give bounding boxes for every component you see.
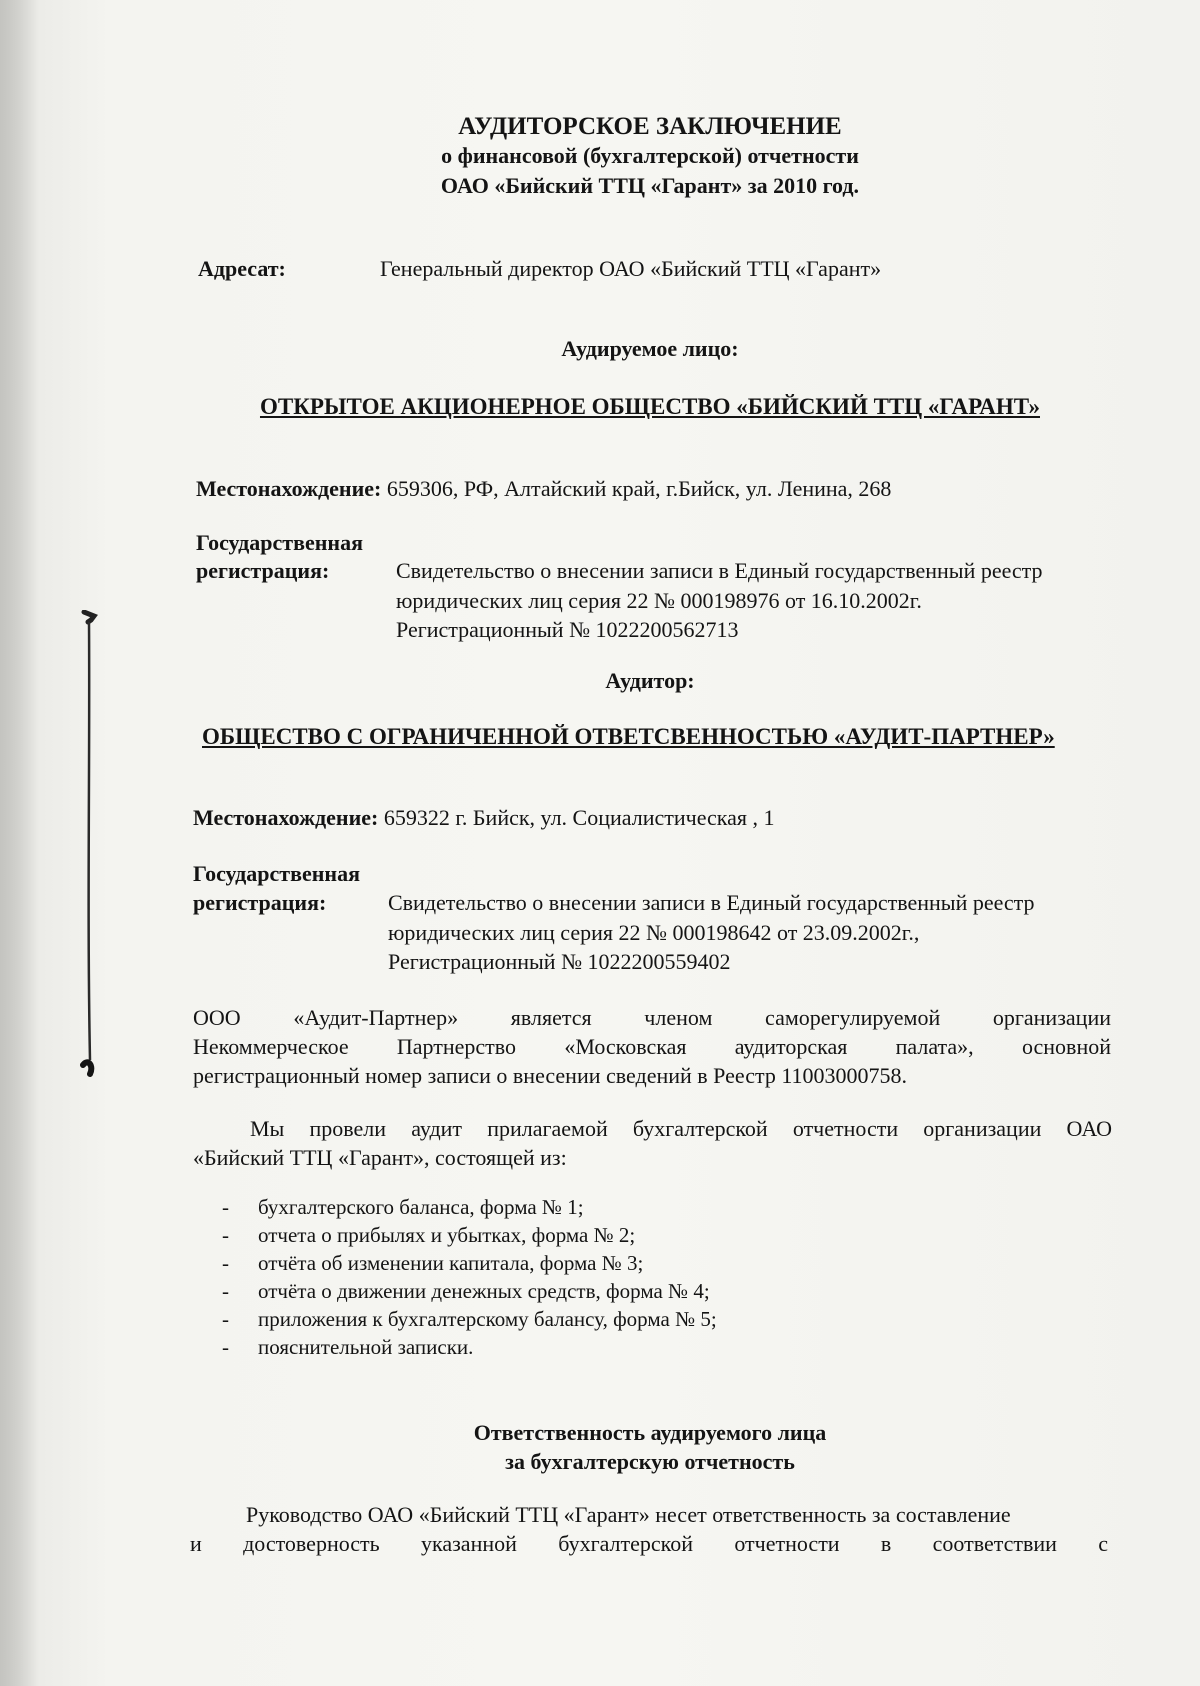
list-item: - бухгалтерского баланса, форма № 1; [222, 1195, 584, 1219]
location-value: 659306, РФ, Алтайский край, г.Бийск, ул. Ленина, 268 [386, 476, 892, 501]
membership-line1: ООО «Аудит-Партнер» является членом саморегулируемой организации [193, 1005, 1111, 1030]
audited-entity-location [196, 474, 891, 504]
document-subtitle: о финансовой (бухгалтерской) отчетности [441, 143, 859, 168]
registration-line3: Регистрационный № 1022200562713 [396, 617, 739, 642]
registration-line3: Регистрационный № 1022200559402 [388, 949, 731, 974]
binding-thread-mark [80, 610, 100, 1080]
responsibility-text-line1: Руководство ОАО «Бийский ТТЦ «Гарант» несет ответственность за составление [246, 1502, 1011, 1527]
list-item: - отчёта о движении денежных средств, форма № 4; [222, 1279, 710, 1303]
registration-line2: юридических лиц серия 22 № 000198642 от 23.09.2002г., [388, 920, 920, 945]
location-label: Местонахождение: [193, 805, 379, 830]
registration-label-line2: регистрация: [196, 558, 330, 583]
audit-scope-line1: Мы провели аудит прилагаемой бухгалтерской отчетности организации ОАО [250, 1116, 1112, 1141]
page-fold-shadow [0, 0, 38, 1686]
addressee-label: Адресат: [198, 256, 286, 281]
membership-line3: регистрационный номер записи о внесении сведений в Реестр 11003000758. [193, 1063, 908, 1088]
list-item: - приложения к бухгалтерскому балансу, форма № 5; [222, 1307, 717, 1331]
auditor-heading: Аудитор: [605, 668, 695, 693]
list-item: - отчета о прибылях и убытках, форма № 2; [222, 1223, 636, 1247]
registration-line2: юридических лиц серия 22 № 000198976 от 16.10.2002г. [396, 588, 922, 613]
audited-entity-heading: Аудируемое лицо: [561, 336, 739, 361]
registration-label-line1: Государственная [193, 861, 360, 886]
list-item: - отчёта об изменении капитала, форма № 3; [222, 1251, 644, 1275]
location-value: 659322 г. Бийск, ул. Социалистическая , 1 [383, 805, 775, 830]
document-title: АУДИТОРСКОЕ ЗАКЛЮЧЕНИЕ [458, 113, 842, 140]
audited-entity-name: ОТКРЫТОЕ АКЦИОНЕРНОЕ ОБЩЕСТВО «БИЙСКИЙ ТТЦ «ГАРАНТ» [259, 394, 1040, 419]
responsibility-text-line2: и достоверность указанной бухгалтерской отчетности в соответствии с [190, 1531, 1108, 1556]
auditor-location [193, 803, 775, 833]
audit-scope-line2: «Бийский ТТЦ «Гарант», состоящей из: [193, 1145, 567, 1170]
list-item: - пояснительной записки. [222, 1335, 474, 1359]
document-report-period: ОАО «Бийский ТТЦ «Гарант» за 2010 год. [440, 173, 860, 198]
location-label: Местонахождение: [196, 476, 382, 501]
registration-label-line1: Государственная [196, 530, 363, 555]
responsibility-heading-line1: Ответственность аудируемого лица [473, 1420, 827, 1445]
membership-line2: Некоммерческое Партнерство «Московская аудиторская палата», основной [193, 1034, 1111, 1059]
registration-line1: Свидетельство о внесении записи в Единый государственный реестр [388, 890, 1035, 915]
responsibility-heading-line2: за бухгалтерскую отчетность [505, 1449, 795, 1474]
registration-label-line2: регистрация: [193, 890, 327, 915]
financial-statements-list [222, 1193, 942, 1361]
addressee-value: Генеральный директор ОАО «Бийский ТТЦ «Гарант» [380, 256, 882, 281]
auditor-name: ОБЩЕСТВО С ОГРАНИЧЕННОЙ ОТВЕТСВЕННОСТЬЮ «АУДИТ-ПАРТНЕР» [202, 724, 1055, 749]
registration-line1: Свидетельство о внесении записи в Единый государственный реестр [396, 558, 1043, 583]
